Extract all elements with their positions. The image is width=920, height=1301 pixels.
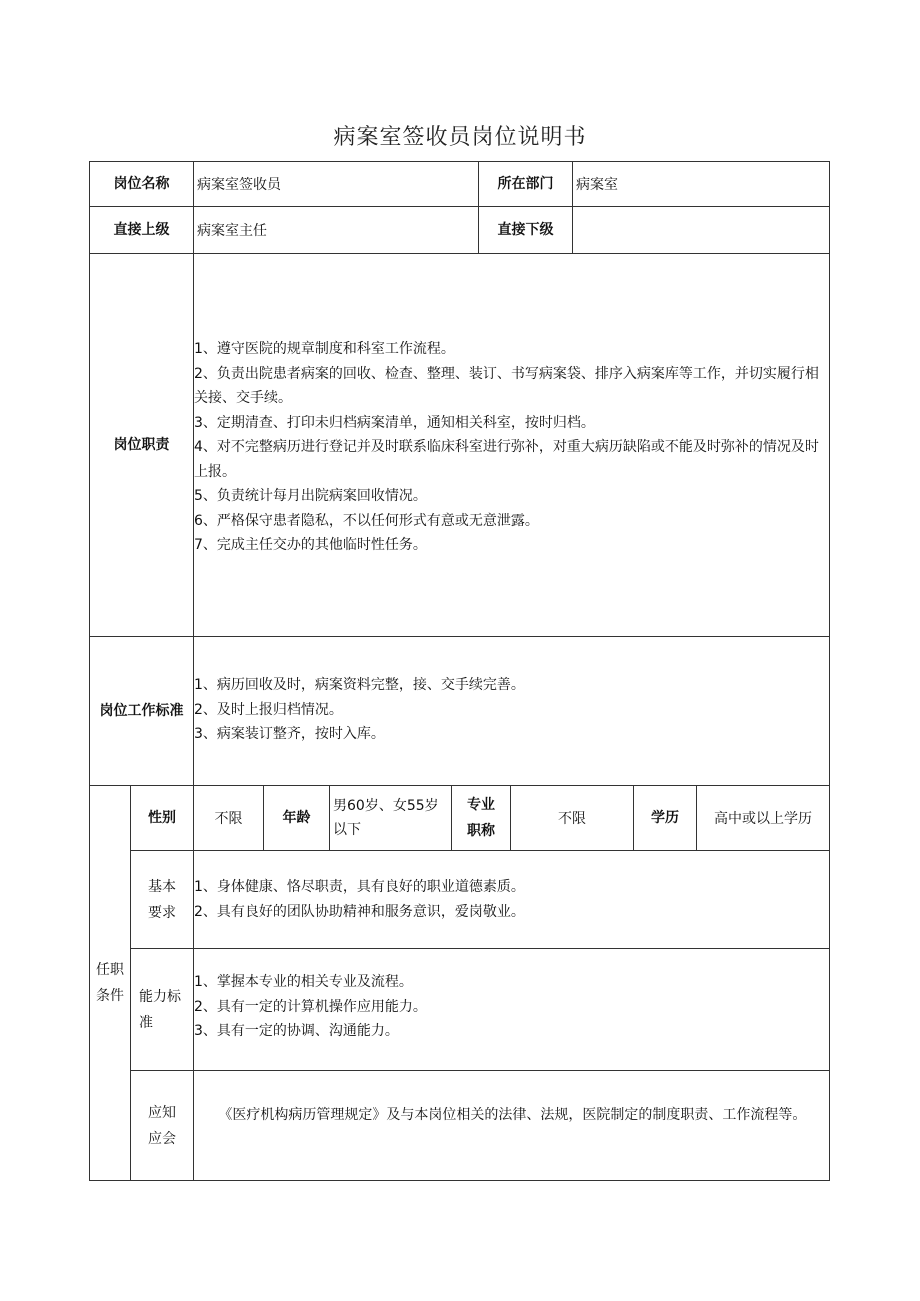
list-item: 2、及时上报归档情况。 (194, 701, 343, 718)
department-label: 所在部门 (497, 176, 554, 192)
direct-subordinate-label: 直接下级 (497, 222, 554, 238)
list-item: 3、具有一定的协调、沟通能力。 (194, 1023, 399, 1039)
row-divider (130, 1070, 830, 1071)
department-value: 病案室 (576, 177, 618, 193)
list-item: 3、病案装订整齐，按时入库。 (194, 726, 385, 742)
basic-requirements-label-text: 基本要求 (148, 878, 176, 921)
position-name-value: 病案室签收员 (197, 177, 281, 193)
ability-standards-label-text: 能力标准 (139, 988, 181, 1031)
table-border-bottom (89, 1180, 830, 1181)
required-knowledge-label-text: 应知应会 (148, 1104, 176, 1147)
qualifications-label-text: 任职条件 (96, 962, 124, 1004)
age-value (330, 786, 451, 850)
education-value: 高中或以上学历 (714, 811, 812, 827)
list-item: 1、身体健康、恪尽职责，具有良好的职业道德素质。 (194, 879, 525, 895)
list-item: 2、具有良好的团队协助精神和服务意识，爱岗敬业。 (194, 903, 525, 920)
row-divider (89, 253, 830, 254)
age-value-text: 男60岁、女55岁以下 (333, 798, 439, 838)
duties-list (194, 337, 826, 558)
list-item: 2、负责出院患者病案的回收、检查、整理、装订、书写病案袋、排序入病案库等工作，并切实履行相关接、交手续。 (194, 365, 819, 406)
list-item: 5、负责统计每月出院病案回收情况。 (194, 488, 427, 504)
ability-standards-label (131, 949, 193, 1070)
professional-title-label-text: 专业职称 (467, 797, 495, 839)
age-label: 年龄 (282, 810, 311, 826)
professional-title-label (452, 786, 510, 850)
list-item: 1、掌握本专业的相关专业及流程。 (194, 974, 413, 990)
qualifications-label (90, 786, 130, 1180)
list-item: 2、具有一定的计算机操作应用能力。 (194, 998, 427, 1015)
position-name-label: 岗位名称 (113, 176, 170, 192)
list-item: 6、严格保守患者隐私，不以任何形式有意或无意泄露。 (194, 512, 539, 529)
row-divider (89, 636, 830, 637)
row-divider (130, 850, 830, 851)
professional-title-value: 不限 (558, 811, 586, 827)
duties-label: 岗位职责 (113, 437, 170, 453)
required-knowledge-text: 《医疗机构病历管理规定》及与本岗位相关的法律、法规，医院制定的制度职责、工作流程等。 (218, 1107, 807, 1123)
required-knowledge-label (131, 1071, 193, 1180)
gender-label: 性别 (148, 810, 176, 826)
basic-requirements-label (131, 851, 193, 948)
list-item: 7、完成主任交办的其他临时性任务。 (194, 537, 427, 553)
gender-value: 不限 (214, 811, 243, 827)
basic-requirements-list (194, 875, 826, 924)
list-item: 1、遵守医院的规章制度和科室工作流程。 (194, 341, 455, 357)
list-item: 1、病历回收及时，病案资料完整，接、交手续完善。 (194, 677, 525, 693)
work-standards-label: 岗位工作标准 (99, 703, 184, 719)
direct-superior-label: 直接上级 (113, 222, 170, 238)
table-border-right (829, 161, 830, 1181)
direct-superior-value: 病案室主任 (197, 223, 267, 239)
ability-standards-list (194, 970, 826, 1044)
education-label: 学历 (651, 810, 679, 826)
list-item: 3、定期清查、打印未归档病案清单，通知相关科室，按时归档。 (194, 414, 595, 431)
list-item: 4、对不完整病历进行登记并及时联系临床科室进行弥补，对重大病历缺陷或不能及时弥补的情况及时上报。 (194, 439, 819, 480)
direct-subordinate-value (573, 207, 829, 253)
document-title: 病案室签收员岗位说明书 (333, 125, 587, 150)
row-divider (130, 948, 830, 949)
work-standards-list (194, 673, 826, 747)
